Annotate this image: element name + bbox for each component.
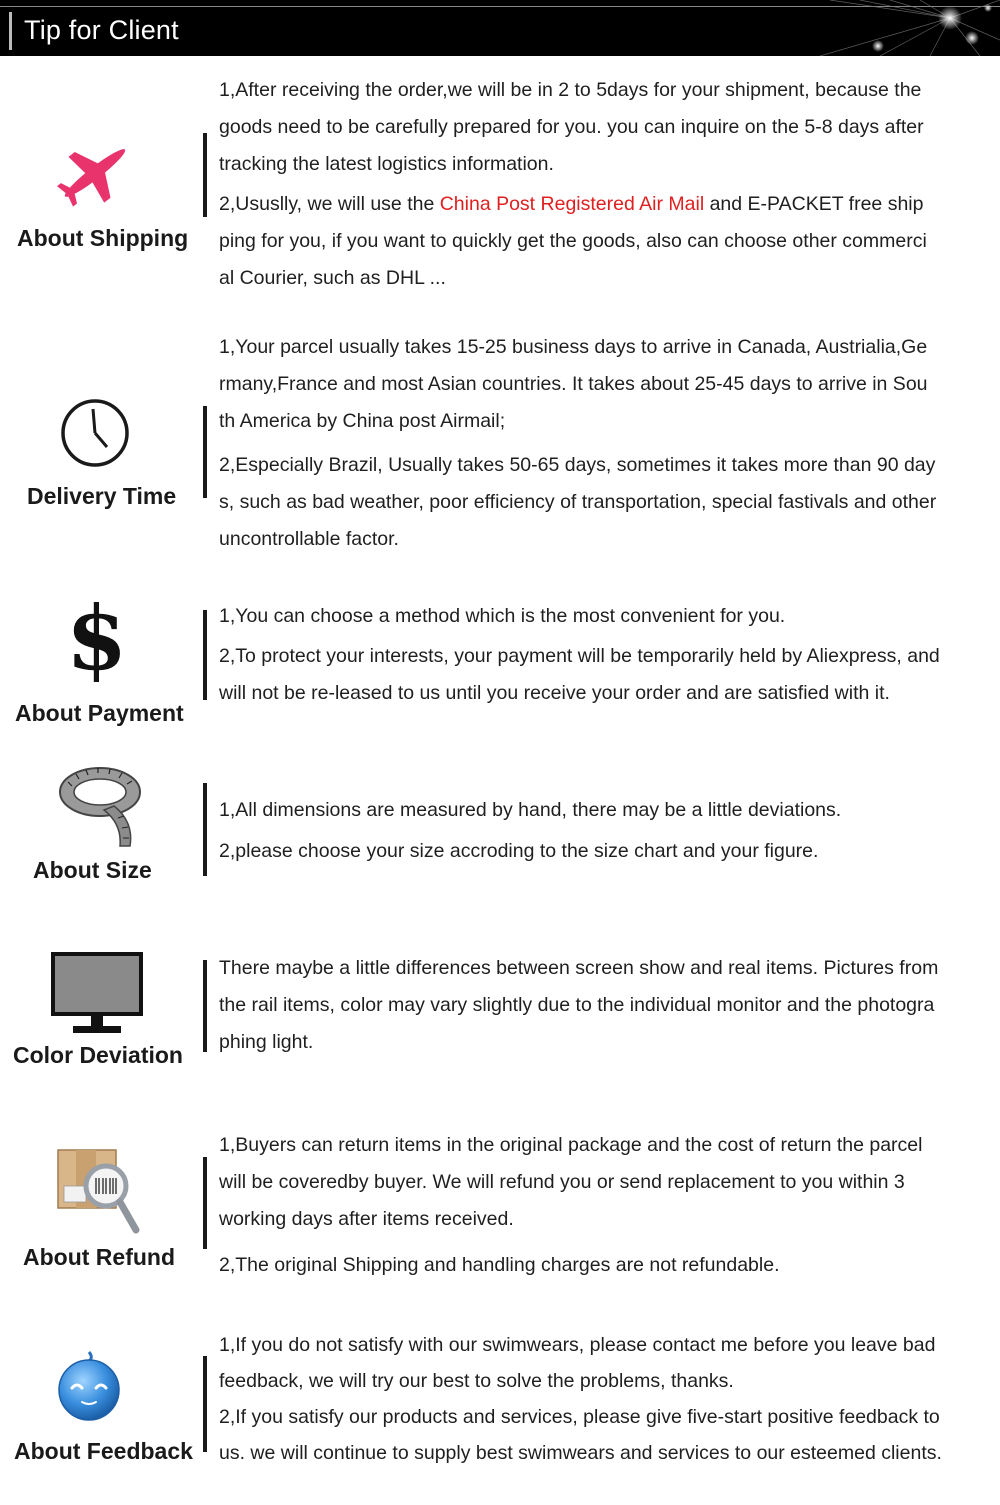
delivery-text: 1,Your parcel usually takes 15-25 business days to arrive in Canada, Austrialia,Ge rmany,France and most Asian countries. It takes about 25-45 days to arrive in Sou th America by China post Airmail; 2,Especially Brazil, Usually takes 50-65 days, sometimes it takes more than 90 day s, such as bad weather, poor efficiency of transportation, special fastivals and other uncontrollable factor. <box>219 336 937 550</box>
size-divider <box>203 783 207 876</box>
payment-divider <box>203 610 207 700</box>
color-deviation-label: Color Deviation <box>13 1042 183 1068</box>
header-bar <box>0 0 1000 56</box>
payment-text: 1,You can choose a method which is the most convenient for you. 2,To protect your interests, your payment will be temporarily held by Aliexpress, and will not be re-leased to us until you receive your order and are satisfied with it. <box>219 605 940 704</box>
dollar-icon: $ <box>66 586 128 690</box>
about-size-label: About Size <box>33 857 152 883</box>
clock-icon <box>59 397 131 474</box>
color-divider <box>203 960 207 1052</box>
shipping-text: 1,After receiving the order,we will be in 2 to 5days for your shipment, because the goods need to be carefully prepared for you. you can inquire on the 5-8 days after tracking the latest logistics information. 2,Ususlly, we will use the China Post Registered Air Mail and E-PACKET free ship ping for you, if you want to quickly get the goods, also can choose other commerci al Courier, such as DHL ... <box>219 79 927 289</box>
refund-text: 1,Buyers can return items in the original package and the cost of return the parcel will be coveredby buyer. We will refund you or send replacement to you within 3 working days after items received. 2,The original Shipping and handling charges are not refundable. <box>219 1134 923 1276</box>
page-title: Tip for Client <box>24 15 179 45</box>
sparkle-decoration-icon <box>820 0 1000 56</box>
about-feedback-label: About Feedback <box>14 1438 193 1464</box>
tape-measure-icon <box>54 762 146 853</box>
smiley-face-icon <box>54 1350 124 1427</box>
about-payment-label: About Payment <box>15 700 184 726</box>
feedback-divider <box>203 1356 207 1452</box>
size-text: 1,All dimensions are measured by hand, there may be a little deviations. 2,please choose your size accroding to the size chart and your figure. <box>219 799 842 862</box>
china-post-highlight: China Post Registered Air Mail <box>439 193 705 215</box>
refund-divider <box>203 1157 207 1249</box>
about-shipping-label: About Shipping <box>17 225 189 251</box>
shipping-divider <box>203 133 207 217</box>
delivery-time-label: Delivery Time <box>27 483 177 509</box>
package-barcode-icon <box>56 1146 142 1241</box>
header-left-bar <box>9 12 12 50</box>
delivery-divider <box>203 406 207 498</box>
feedback-text: 1,If you do not satisfy with our swimwears, please contact me before you leave bad feedback, we will try our best to solve the problems, thanks. 2,If you satisfy our products and services, please give five-start positive feedback to us. we will continue to supply best swimwears and services to our esteemed clients. <box>219 1334 942 1464</box>
airplane-icon <box>52 138 138 213</box>
about-refund-label: About Refund <box>23 1244 176 1270</box>
monitor-icon <box>51 952 143 1043</box>
color-text: There maybe a little differences between screen show and real items. Pictures from the rail items, color may vary slightly due to the individual monitor and the photogra phing light. <box>219 957 939 1053</box>
